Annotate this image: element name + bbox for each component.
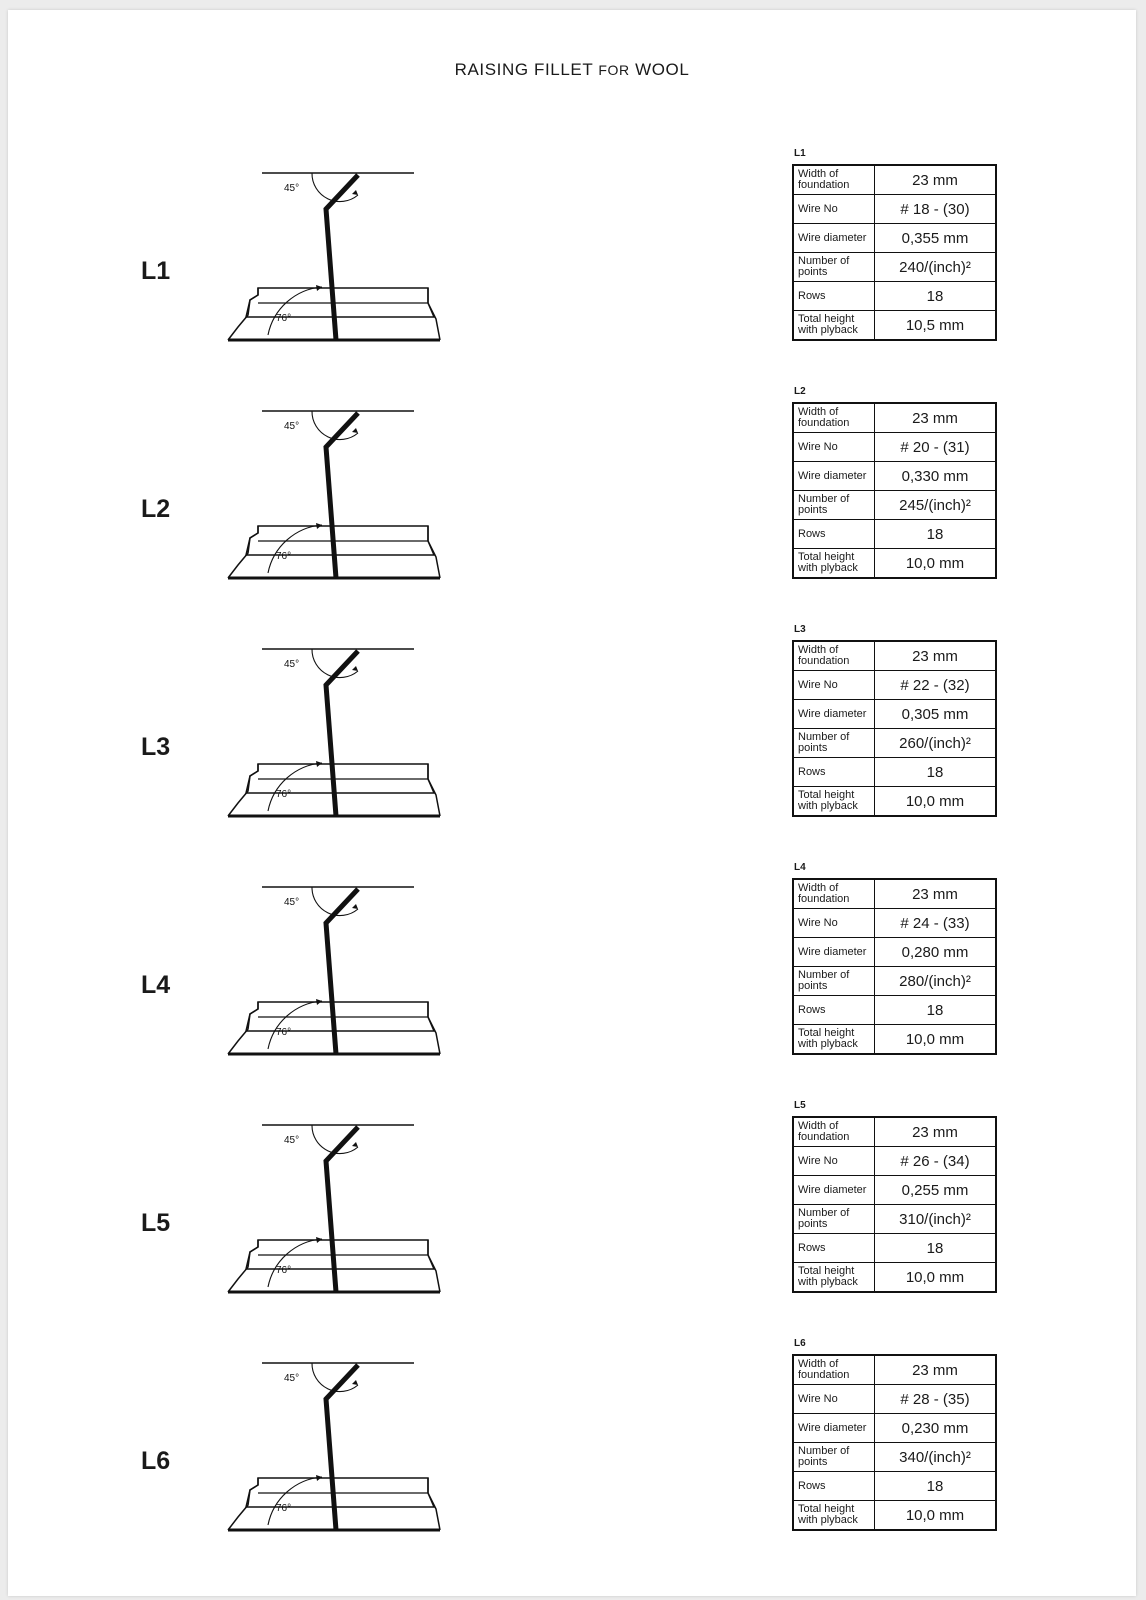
angle-76-label: 76° (276, 1027, 292, 1038)
fillet-type-section (8, 386, 1136, 633)
spec-table (792, 640, 997, 817)
spec-key: Rows (793, 758, 875, 787)
table-label: L4 (794, 862, 806, 873)
spec-row-rows (793, 1472, 996, 1501)
angle-45-arrowhead (352, 1142, 358, 1147)
spec-row-diameter (793, 1414, 996, 1443)
spec-value: 10,5 mm (875, 311, 997, 341)
spec-key: Number of points (793, 491, 875, 520)
spec-key: Width of foundation (793, 879, 875, 909)
angle-45-label: 45° (284, 1373, 300, 1384)
angle-76-label: 76° (276, 789, 292, 800)
spec-row-width (793, 1117, 996, 1147)
angle-76-label: 76° (276, 551, 292, 562)
spec-row-diameter (793, 1176, 996, 1205)
spec-key: Total height with plyback (793, 1025, 875, 1055)
spec-value: 23 mm (875, 1355, 997, 1385)
page-title (8, 60, 1136, 80)
type-label: L1 (141, 257, 171, 285)
spec-value: # 24 - (33) (875, 909, 997, 938)
spec-key: Width of foundation (793, 1355, 875, 1385)
angle-45-arrowhead (352, 428, 358, 433)
spec-value: 10,0 mm (875, 1501, 997, 1531)
spec-value: # 18 - (30) (875, 195, 997, 224)
angle-45-label: 45° (284, 659, 300, 670)
spec-key: Wire No (793, 1147, 875, 1176)
spec-key: Total height with plyback (793, 787, 875, 817)
spec-key: Number of points (793, 729, 875, 758)
title-subject: WOOL (635, 60, 690, 79)
spec-value: 18 (875, 1234, 997, 1263)
spec-key: Rows (793, 520, 875, 549)
spec-value: 0,280 mm (875, 938, 997, 967)
spec-row-points (793, 729, 996, 758)
spec-row-width (793, 165, 996, 195)
spec-value: 0,330 mm (875, 462, 997, 491)
fillet-type-section (8, 148, 1136, 395)
fillet-wire-diagram (218, 1347, 458, 1547)
table-label: L1 (794, 148, 806, 159)
spec-key: Wire diameter (793, 1176, 875, 1205)
fillet-wire-diagram (218, 871, 458, 1071)
type-label: L4 (141, 971, 171, 999)
spec-key: Total height with plyback (793, 1263, 875, 1293)
spec-row-rows (793, 996, 996, 1025)
fillet-wire-diagram (218, 157, 458, 357)
spec-table (792, 1116, 997, 1293)
angle-45-label: 45° (284, 183, 300, 194)
table-label: L5 (794, 1100, 806, 1111)
spec-value: 10,0 mm (875, 1263, 997, 1293)
spec-key: Wire No (793, 433, 875, 462)
spec-value: 340/(inch)² (875, 1443, 997, 1472)
angle-45-arrowhead (352, 904, 358, 909)
spec-table (792, 402, 997, 579)
fillet-wire-diagram (218, 633, 458, 833)
spec-value: 10,0 mm (875, 787, 997, 817)
spec-row-height (793, 1501, 996, 1531)
spec-value: 310/(inch)² (875, 1205, 997, 1234)
spec-row-rows (793, 520, 996, 549)
spec-row-width (793, 403, 996, 433)
angle-45-arrowhead (352, 190, 358, 195)
spec-row-height (793, 549, 996, 579)
spec-key: Number of points (793, 1205, 875, 1234)
angle-76-label: 76° (276, 1503, 292, 1514)
document-page (8, 10, 1136, 1596)
spec-value: 280/(inch)² (875, 967, 997, 996)
spec-value: 23 mm (875, 879, 997, 909)
spec-row-points (793, 967, 996, 996)
spec-row-points (793, 253, 996, 282)
spec-row-wire-no (793, 1385, 996, 1414)
spec-value: 18 (875, 1472, 997, 1501)
angle-45-arrowhead (352, 1380, 358, 1385)
spec-value: 10,0 mm (875, 1025, 997, 1055)
spec-value: 0,305 mm (875, 700, 997, 729)
spec-row-wire-no (793, 1147, 996, 1176)
spec-key: Number of points (793, 967, 875, 996)
type-label: L2 (141, 495, 171, 523)
spec-value: 23 mm (875, 641, 997, 671)
spec-row-points (793, 1443, 996, 1472)
spec-key: Width of foundation (793, 641, 875, 671)
spec-row-height (793, 787, 996, 817)
angle-76-label: 76° (276, 1265, 292, 1276)
spec-value: # 28 - (35) (875, 1385, 997, 1414)
spec-key: Wire diameter (793, 224, 875, 253)
spec-key: Total height with plyback (793, 311, 875, 341)
title-main: RAISING FILLET (454, 60, 594, 79)
spec-key: Total height with plyback (793, 549, 875, 579)
angle-76-label: 76° (276, 313, 292, 324)
spec-value: 0,230 mm (875, 1414, 997, 1443)
angle-45-label: 45° (284, 1135, 300, 1146)
spec-key: Wire diameter (793, 462, 875, 491)
spec-value: 18 (875, 282, 997, 311)
spec-value: 18 (875, 996, 997, 1025)
spec-key: Rows (793, 1472, 875, 1501)
spec-key: Rows (793, 282, 875, 311)
spec-key: Wire diameter (793, 700, 875, 729)
type-label: L3 (141, 733, 171, 761)
spec-row-diameter (793, 462, 996, 491)
spec-value: # 26 - (34) (875, 1147, 997, 1176)
table-label: L6 (794, 1338, 806, 1349)
spec-key: Wire No (793, 1385, 875, 1414)
spec-value: 10,0 mm (875, 549, 997, 579)
spec-value: 245/(inch)² (875, 491, 997, 520)
spec-row-width (793, 1355, 996, 1385)
spec-key: Wire No (793, 671, 875, 700)
type-label: L6 (141, 1447, 171, 1475)
angle-45-label: 45° (284, 897, 300, 908)
type-label: L5 (141, 1209, 171, 1237)
spec-value: 260/(inch)² (875, 729, 997, 758)
spec-key: Wire diameter (793, 938, 875, 967)
table-label: L2 (794, 386, 806, 397)
spec-key: Number of points (793, 1443, 875, 1472)
spec-row-points (793, 1205, 996, 1234)
spec-key: Width of foundation (793, 165, 875, 195)
spec-key: Wire No (793, 909, 875, 938)
spec-row-diameter (793, 700, 996, 729)
fillet-type-section (8, 1338, 1136, 1585)
spec-row-rows (793, 758, 996, 787)
spec-value: 23 mm (875, 1117, 997, 1147)
spec-row-height (793, 1263, 996, 1293)
spec-row-diameter (793, 938, 996, 967)
fillet-type-section (8, 1100, 1136, 1347)
angle-45-label: 45° (284, 421, 300, 432)
fillet-type-section (8, 624, 1136, 871)
fillet-type-section (8, 862, 1136, 1109)
spec-value: 0,355 mm (875, 224, 997, 253)
spec-value: 23 mm (875, 403, 997, 433)
spec-row-points (793, 491, 996, 520)
spec-value: 18 (875, 758, 997, 787)
spec-table (792, 878, 997, 1055)
spec-value: 240/(inch)² (875, 253, 997, 282)
spec-row-height (793, 311, 996, 341)
spec-key: Wire diameter (793, 1414, 875, 1443)
spec-key: Rows (793, 996, 875, 1025)
spec-value: 18 (875, 520, 997, 549)
spec-key: Rows (793, 1234, 875, 1263)
spec-key: Number of points (793, 253, 875, 282)
spec-row-rows (793, 1234, 996, 1263)
spec-key: Width of foundation (793, 1117, 875, 1147)
spec-value: # 22 - (32) (875, 671, 997, 700)
spec-key: Wire No (793, 195, 875, 224)
spec-row-width (793, 879, 996, 909)
fillet-wire-diagram (218, 395, 458, 595)
spec-row-wire-no (793, 909, 996, 938)
angle-45-arrowhead (352, 666, 358, 671)
title-connector: FOR (598, 62, 630, 78)
spec-row-wire-no (793, 433, 996, 462)
spec-row-diameter (793, 224, 996, 253)
spec-value: 23 mm (875, 165, 997, 195)
spec-key: Total height with plyback (793, 1501, 875, 1531)
spec-row-width (793, 641, 996, 671)
spec-row-wire-no (793, 671, 996, 700)
fillet-wire-diagram (218, 1109, 458, 1309)
spec-key: Width of foundation (793, 403, 875, 433)
spec-table (792, 1354, 997, 1531)
spec-row-height (793, 1025, 996, 1055)
spec-row-rows (793, 282, 996, 311)
table-label: L3 (794, 624, 806, 635)
spec-table (792, 164, 997, 341)
spec-value: # 20 - (31) (875, 433, 997, 462)
spec-row-wire-no (793, 195, 996, 224)
spec-value: 0,255 mm (875, 1176, 997, 1205)
